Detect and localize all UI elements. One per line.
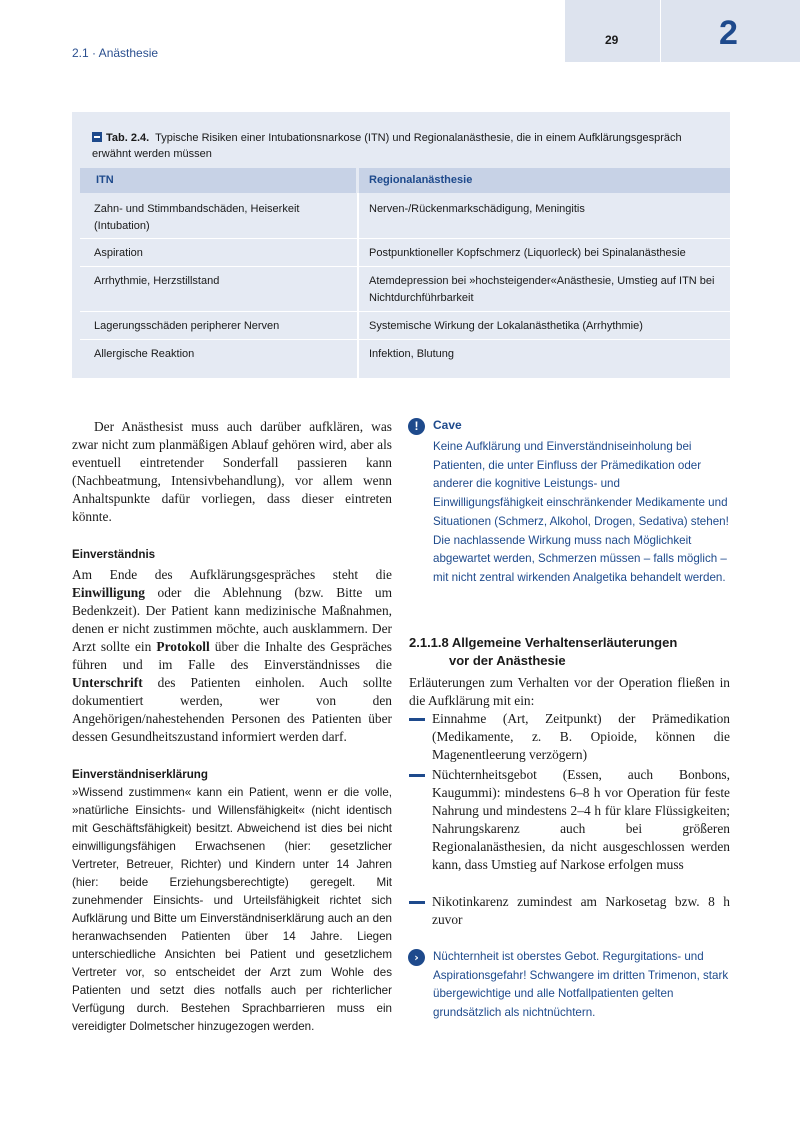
table-caption bbox=[92, 130, 717, 162]
list-item: Nikotinkarenz zumindest am Narkosetag bzw. 8 h zuvor bbox=[432, 894, 730, 927]
table-cell: Systemische Wirkung der Lokalanästhetika (Arrhythmie) bbox=[369, 320, 643, 332]
bullet-dash-icon bbox=[409, 901, 425, 904]
table-cell: Aspiration bbox=[94, 247, 143, 259]
table-caption-text: Typische Risiken einer Intubationsnarkose (ITN) und Regionalanästhesie, die in einem Aufklärungsgespräch erwähnt werden müssen bbox=[92, 132, 682, 160]
section-heading: 2.1.1.8 Allgemeine Verhaltenserläuterungen vor der Anästhesie bbox=[409, 635, 678, 668]
table-row-divider bbox=[80, 238, 730, 239]
cave-text: Keine Aufklärung und Einverständniseinholung bei Patienten, die unter Einfluss der Prämedikation oder anderer die kognitive Leistungs- und Einwilligungsfähigkeit einschränkender Medikamente und Situationen (Schmerz, Alkohol, Drogen, Sedativa) stehen! Die nachlassende Wirkung muss nach Möglichkeit abgewartet werden, Schmerzen müssen – falls möglich – mit nicht zentral wirkenden Analgetika behandelt werden. bbox=[433, 440, 729, 584]
running-header: 2.1 · Anästhesie bbox=[72, 46, 159, 60]
note-text: Nüchternheit ist oberstes Gebot. Regurgitations- und Aspirationsgefahr! Schwangere im dritten Trimenon, stark übergewichtige und alle Notfallpatienten gelten grundsätzlich als nichtnüchtern. bbox=[433, 950, 729, 1020]
table-column-divider bbox=[357, 193, 359, 378]
table-cell: Arrhythmie, Herzstillstand bbox=[94, 275, 220, 287]
chapter-tab bbox=[661, 0, 800, 62]
cave-title: Cave bbox=[433, 418, 462, 432]
warning-icon: ! bbox=[408, 418, 425, 435]
intro-paragraph: Der Anästhesist muss auch darüber aufklären, was zwar nicht zum planmäßigen Ablauf gehören wird, aber als eventuell eintretender Sonderfall passieren kann (Nachbeatmung, Intensivbehandlung), vor allem wenn Anhaltspunkte dafür vorliegen, dass dieser eintreten könnte. bbox=[72, 419, 392, 524]
erklaerung-heading: Einverständniserklärung bbox=[72, 768, 208, 781]
bullet-dash-icon bbox=[409, 774, 425, 777]
section-intro: Erläuterungen zum Verhalten vor der Operation fließen in die Aufklärung mit ein: bbox=[409, 675, 730, 708]
einverstaendnis-paragraph: Am Ende des Aufklärungsgespräches steht die Einwilligung oder die Ablehnung (bzw. Bitte um Bedenkzeit). Der Patient kann medizinische Maßnahmen, denen er nicht zustimmen möchte, auch ausklammern. Der Arzt sollte ein Protokoll über die Inhalte des Gespräches führen und im Falle des Einverständnisses die Unterschrift des Patienten einholen. Auch sollte dokumentiert werden, wer von den Angehörigen/nahestehenden Personen des Patienten über dessen Gesundheitszustand informiert werden darf. bbox=[72, 567, 392, 744]
table-header-itn: ITN bbox=[80, 168, 356, 193]
table-cell: Infektion, Blutung bbox=[369, 348, 455, 360]
einverstaendnis-heading: Einverständnis bbox=[72, 548, 156, 561]
erklaerung-paragraph: »Wissend zustimmen« kann ein Patient, wenn er die volle, »natürliche Einsichts- und Willensfähigkeit« (nicht identisch mit Geschäftsfähigkeit) besitzt. Abweichend ist dies bei nicht einwilligungsfähigen Erwachsenen (hier: gesetzlicher Vertreter, Betreuer, Richter) und Kindern unter 14 Jahren (hier: beide Erziehungsberechtigte) geregelt. Mit zunehmender Einsichts- und Urteilsfähigkeit richtet sich Aufklärung und Bitte um Einverständniserklärung auch an den heranwachsenden Patienten über 14 Jahre. Liegen unterschiedliche Ansichten bei Patient und gesetzlichem Vertreter vor, so entscheidet der Arzt zum Wohle des Patienten und setzt dies notfalls auch per richterlicher Verfügung durch. Bestehen Sprachbarrieren muss ein vereidigter Dolmetscher hinzugezogen werden. bbox=[72, 786, 392, 1033]
table-cell: Allergische Reaktion bbox=[94, 348, 195, 360]
table-cell: Nerven-/Rückenmarkschädigung, Meningitis bbox=[369, 203, 585, 215]
chapter-number: 2 bbox=[719, 14, 738, 52]
table-cell: Lagerungsschäden peripherer Nerven bbox=[94, 320, 280, 332]
table-caption-label: Tab. 2.4. bbox=[106, 132, 150, 144]
table-row-divider bbox=[80, 339, 730, 340]
page-number: 29 bbox=[605, 33, 619, 47]
table-icon bbox=[92, 132, 102, 142]
list-item: Einnahme (Art, Zeitpunkt) der Prämedikation (Medikamente, z. B. Opioide, können die Magenentleerung verzögern) bbox=[432, 711, 730, 762]
table-row-divider bbox=[80, 311, 730, 312]
table-header-regional: Regionalanästhesie bbox=[359, 168, 730, 193]
list-item: Nüchternheitsgebot (Essen, auch Bonbons, Kaugummi): mindestens 6–8 h vor Operation für feste Nahrung und mindestens 2–4 h für klare Flüssigkeiten; Nahrungskarenz auch bei größeren Regionalanästhesien, da nicht ausgeschlossen werden kann, dass Umstieg auf Narkose erfolgen muss bbox=[432, 767, 730, 872]
table-cell: Zahn- und Stimmbandschäden, Heiserkeit (Intubation) bbox=[94, 203, 300, 232]
table-row-divider bbox=[80, 266, 730, 267]
table-cell: Atemdepression bei »hochsteigender«Anästhesie, Umstieg auf ITN bei Nichtdurchführbarkeit bbox=[369, 275, 715, 304]
bullet-dash-icon bbox=[409, 718, 425, 721]
table-cell: Postpunktioneller Kopfschmerz (Liquorleck) bei Spinalanästhesie bbox=[369, 247, 686, 259]
chevron-right-icon: › bbox=[408, 949, 425, 966]
page-number-tab bbox=[565, 0, 660, 62]
